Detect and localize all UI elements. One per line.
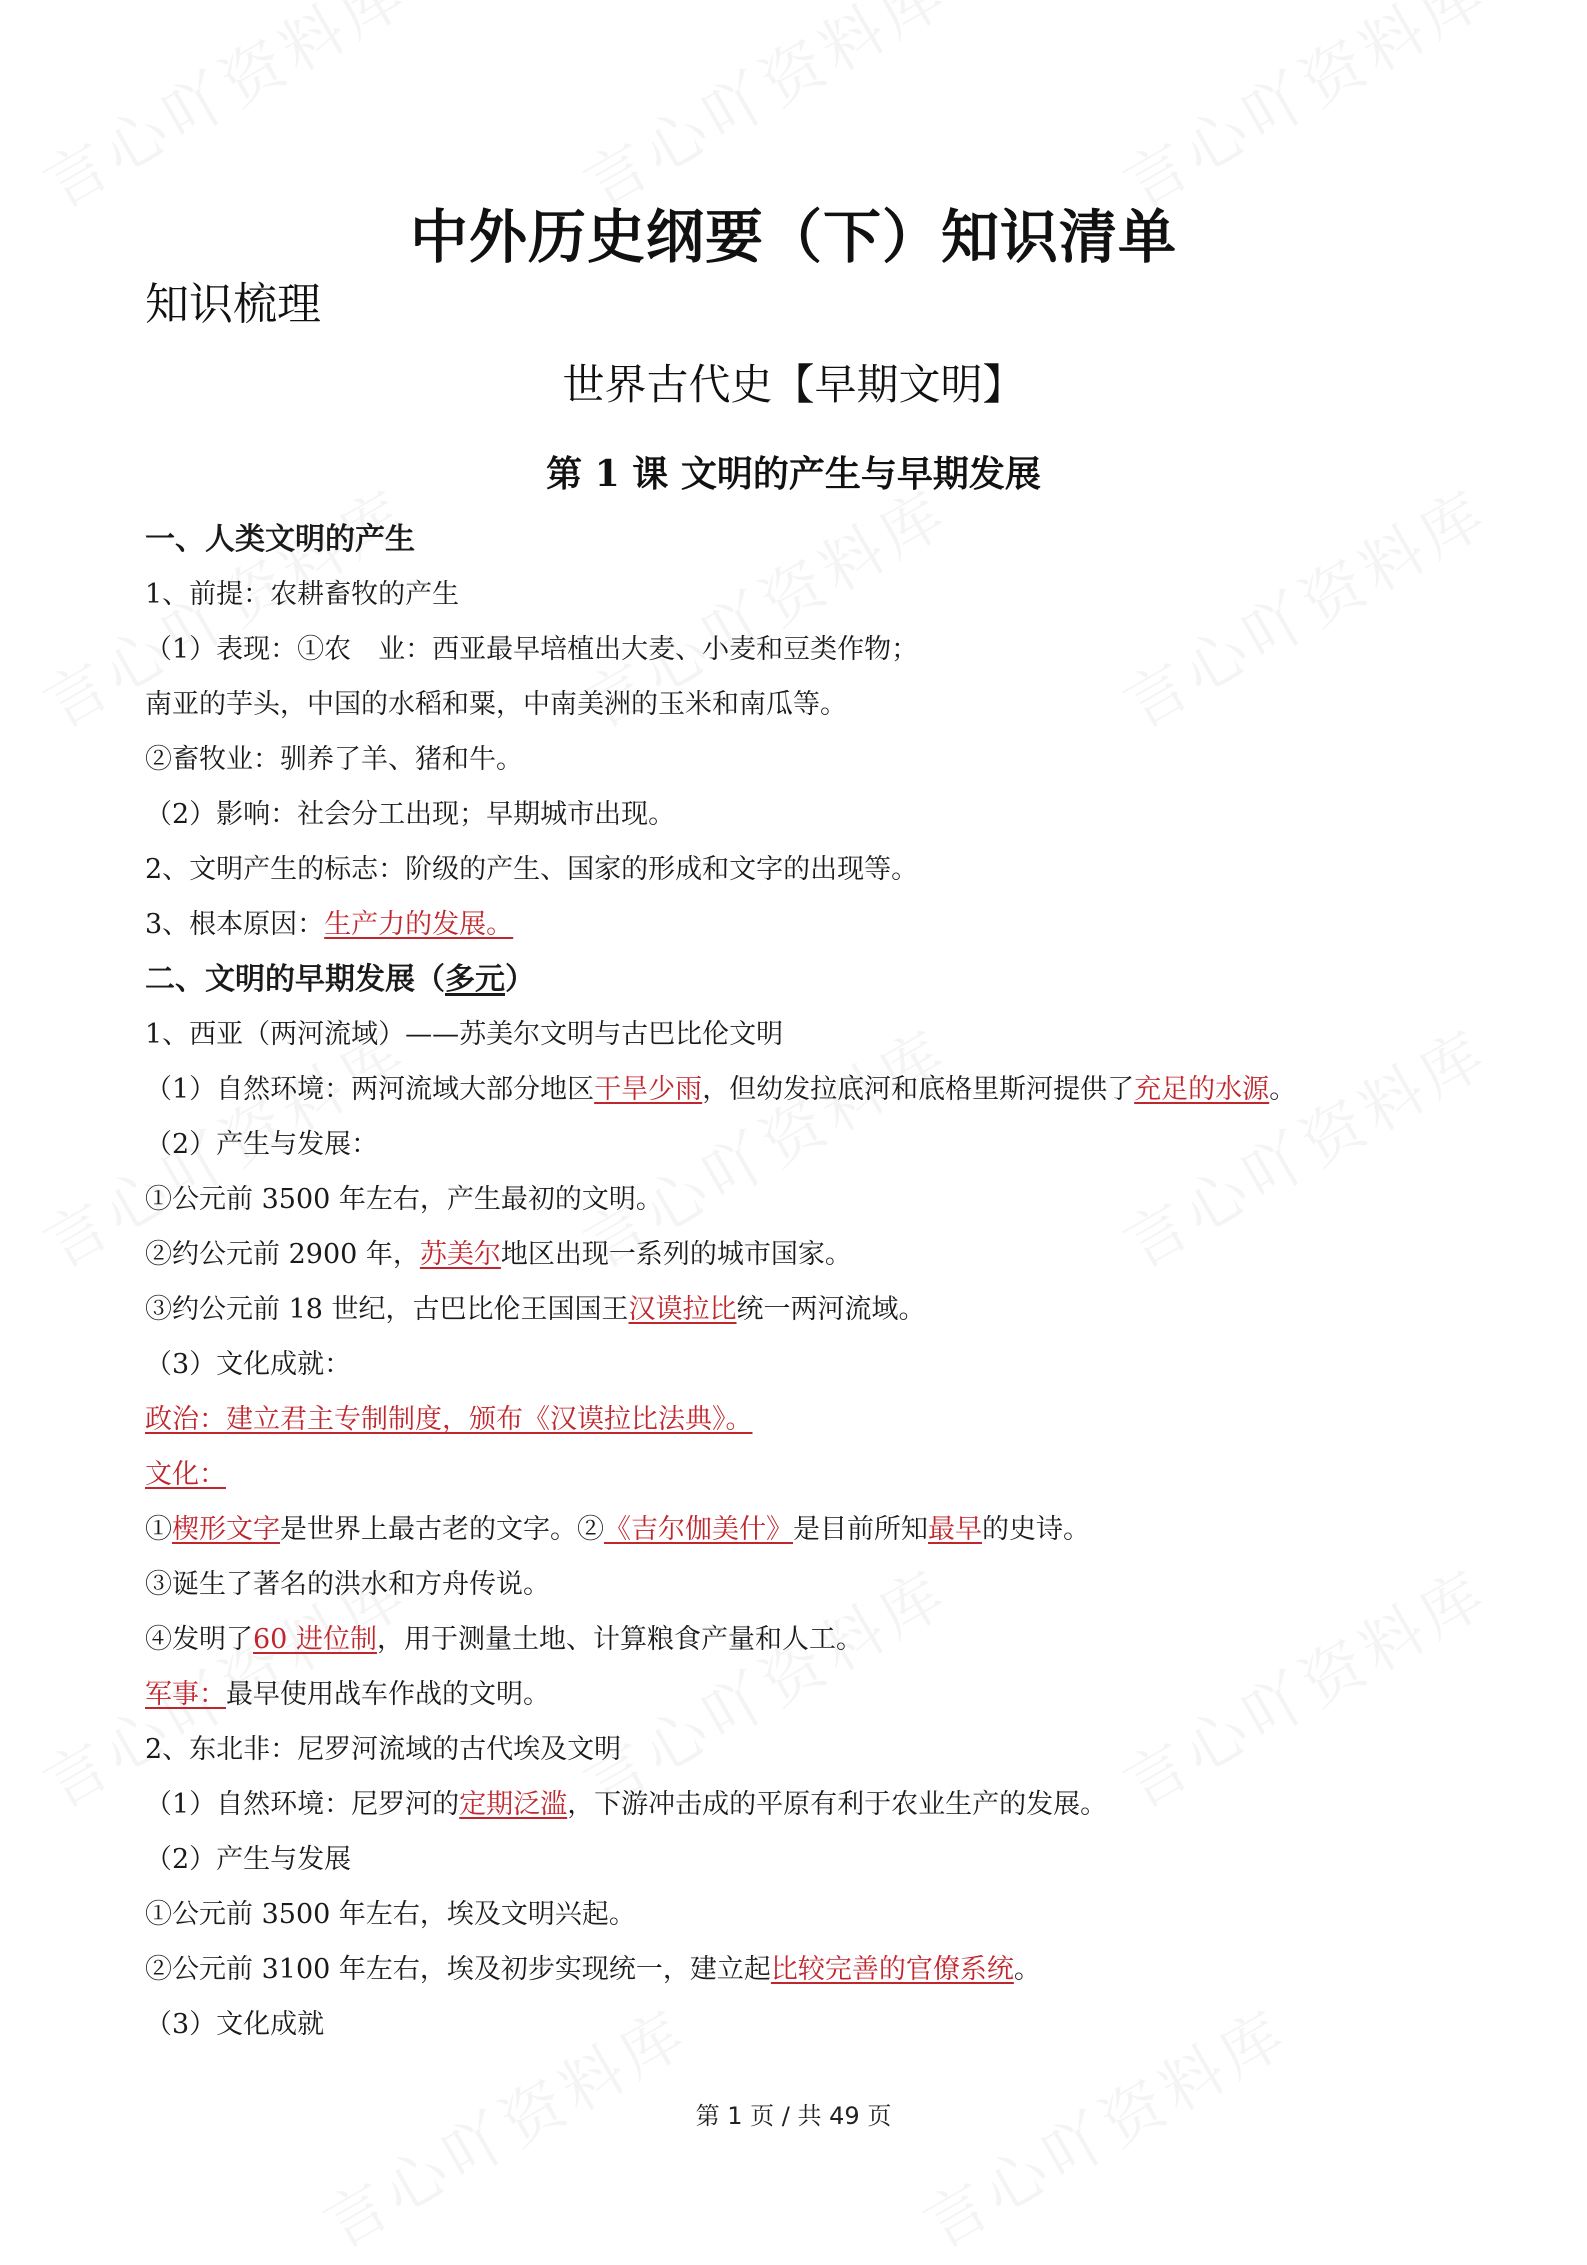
text-segment: 二、文明的早期发展（ [145,962,445,997]
key-term: 比较完善的官僚系统 [770,1954,1014,1985]
key-term: 60 进位制 [253,1624,377,1655]
culture-1 [145,1502,1445,1557]
text-segment: 统一两河流域。 [736,1294,926,1325]
text-segment: （1）自然环境：尼罗河的 [145,1789,460,1820]
text-segment: 是目前所知 [793,1514,928,1545]
egypt [145,1722,1445,1777]
text-segment: ，下游冲击成的平原有利于农业生产的发展。 [567,1789,1108,1820]
egypt-dev-1 [145,1887,1445,1942]
text-segment: ③约公元前 18 世纪，古巴比伦王国国王 [145,1294,629,1325]
military [145,1667,1445,1722]
text-segment: 多元 [445,962,505,997]
culture [145,1447,1445,1502]
text-segment: 的史诗。 [982,1514,1090,1545]
west-asia-culture [145,1337,1445,1392]
item-2 [145,842,1445,897]
key-term: 生产力的发展。 [324,909,514,940]
text-segment: 。 [1013,1954,1041,1985]
text-segment: 1、前提：农耕畜牧的产生 [145,579,460,610]
text-segment: ，但幼发拉底河和底格里斯河提供了 [702,1074,1135,1105]
item-1-2 [145,787,1445,842]
west-asia-dev-3 [145,1282,1445,1337]
egypt-dev [145,1832,1445,1887]
text-segment: （1）自然环境：两河流域大部分地区 [145,1074,595,1105]
text-segment: （3）文化成就 [145,2009,325,2040]
text-segment: 一、人类文明的产生 [145,522,415,557]
west-asia-dev-2 [145,1227,1445,1282]
heading-2 [145,952,1445,1007]
text-segment: ③诞生了著名的洪水和方舟传说。 [145,1569,550,1600]
content-body [145,512,1445,2052]
west-asia-env [145,1062,1445,1117]
text-segment: 地区出现一系列的城市国家。 [500,1239,852,1270]
key-term: 定期泛滥 [459,1789,568,1820]
text-segment: ②公元前 3100 年左右，埃及初步实现统一，建立起 [145,1954,771,1985]
key-term: 干旱少雨 [594,1074,703,1105]
lesson-heading: 第 1 课 文明的产生与早期发展 [546,453,1041,495]
heading-1 [145,512,1445,567]
egypt-dev-2 [145,1942,1445,1997]
item-1-1-cont [145,677,1445,732]
text-segment: ②约公元前 2900 年， [145,1239,420,1270]
text-segment: ①公元前 3500 年左右，埃及文明兴起。 [145,1899,636,1930]
key-term: 最早 [928,1514,982,1545]
culture-4 [145,1612,1445,1667]
key-term: 充足的水源 [1134,1074,1270,1105]
text-segment: ① [145,1514,172,1545]
section-label: 知识梳理 [145,279,321,330]
key-term: 军事： [145,1679,226,1710]
key-term: 文化： [145,1459,226,1490]
text-segment: 1、西亚（两河流域）——苏美尔文明与古巴比伦文明 [145,1019,784,1050]
text-segment: （3）文化成就： [145,1349,352,1380]
text-segment: （2）影响：社会分工出现；早期城市出现。 [145,799,676,830]
key-term: 政治：建立君主专制制度，颁布《汉谟拉比法典》。 [145,1404,753,1435]
text-segment: ，用于测量土地、计算粮食产量和人工。 [376,1624,863,1655]
item-1-1 [145,622,1445,677]
text-segment: （2）产生与发展： [145,1129,379,1160]
key-term: 《吉尔伽美什》 [604,1514,793,1545]
text-segment: 3、根本原因： [145,909,325,940]
west-asia-dev [145,1117,1445,1172]
subject-heading: 世界古代史【早期文明】 [562,360,1025,409]
west-asia [145,1007,1445,1062]
item-1-1-b [145,732,1445,787]
text-segment: （2）产生与发展 [145,1844,352,1875]
text-segment: ①公元前 3500 年左右，产生最初的文明。 [145,1184,663,1215]
text-segment: 2、文明产生的标志：阶级的产生、国家的形成和文字的出现等。 [145,854,919,885]
text-segment: 南亚的芋头，中国的水稻和粟，中南美洲的玉米和南瓜等。 [145,689,847,720]
text-segment: ） [505,962,535,997]
text-segment: ④发明了 [145,1624,253,1655]
text-segment: ②畜牧业：驯养了羊、猪和牛。 [145,744,523,775]
politics [145,1392,1445,1447]
egypt-culture [145,1997,1445,2052]
egypt-env [145,1777,1445,1832]
text-segment: 。 [1269,1074,1297,1105]
text-segment: 最早使用战车作战的文明。 [226,1679,550,1710]
west-asia-dev-1 [145,1172,1445,1227]
page-footer: 第 1 页 / 共 49 页 [695,2102,892,2130]
document-title: 中外历史纲要（下）知识清单 [409,203,1177,271]
text-segment: （1）表现：①农 业：西亚最早培植出大麦、小麦和豆类作物； [145,634,919,665]
key-term: 楔形文字 [172,1514,280,1545]
culture-3 [145,1557,1445,1612]
item-1 [145,567,1445,622]
item-3 [145,897,1445,952]
text-segment: 2、东北非：尼罗河流域的古代埃及文明 [145,1734,622,1765]
text-segment: 是世界上最古老的文字。② [280,1514,604,1545]
key-term: 汉谟拉比 [628,1294,737,1325]
key-term: 苏美尔 [419,1239,501,1270]
